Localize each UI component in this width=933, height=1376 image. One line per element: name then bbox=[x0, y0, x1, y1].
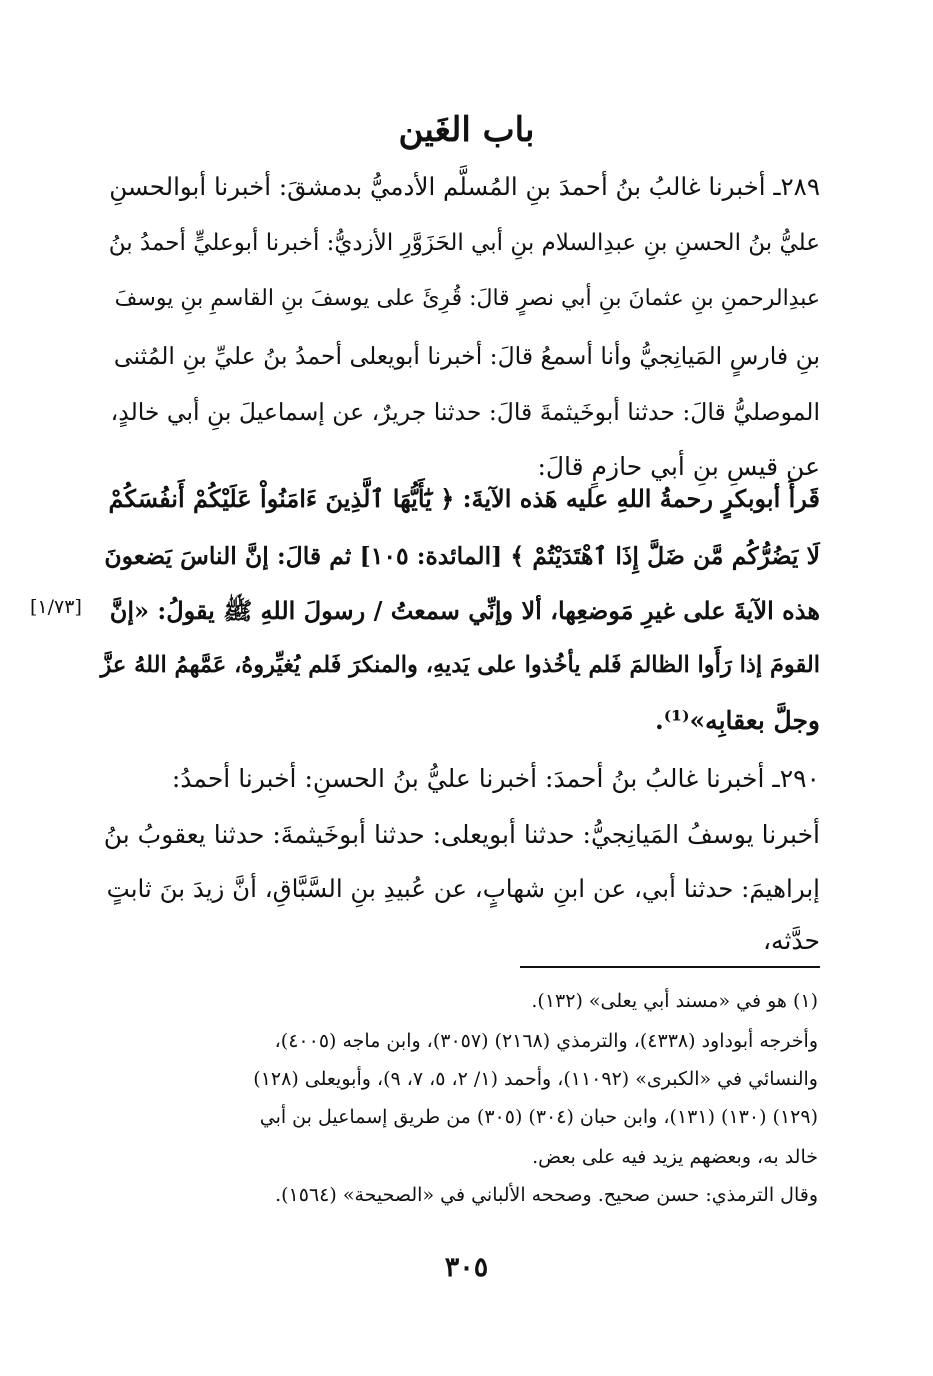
text-line: عبدِالرحمنِ بنِ عثمانَ بنِ أبي نصرٍ قالَ: قُرِئَ على يوسفَ بنِ القاسمِ بنِ يوسفَ bbox=[114, 286, 820, 311]
footnote-line: خالد به، وبعضهم يزيد فيه على بعض. bbox=[532, 1146, 818, 1168]
text-line: أخبرنا يوسفُ المَيانِجيُّ: حدثنا أبويعلى: حدثنا أبوخَيثمةَ: حدثنا يعقوبُ بنُ bbox=[103, 820, 820, 849]
page-number: ٣٠٥ bbox=[444, 1252, 489, 1283]
text-line: ٢٨٩ـ أخبرنا غالبُ بنُ أحمدَ بنِ المُسلَّم الأدميُّ بدمشقَ: أخبرنا أبوالحسنِ bbox=[109, 172, 820, 201]
text-line: حدَّثه، bbox=[762, 926, 820, 955]
footnote-line: (١٢٩) (١٣٠) (١٣١)، وابن حبان (٣٠٤) (٣٠٥) من طريق إسماعيل بن أبي bbox=[259, 1106, 818, 1128]
text-line: القومَ إذا رَأَوا الظالمَ فَلم يأخُذوا على يَديهِ، والمنكرَ فَلم يُغيِّروهُ، عَمَّهمُ اللهُ عزَّ bbox=[100, 652, 820, 678]
text-line: إبراهيمَ: حدثنا أبي، عن ابنِ شهابٍ، عن عُبيدِ بنِ السَّبَّاقِ، أنَّ زيدَ بنَ ثابتٍ bbox=[106, 874, 820, 903]
footnote-line: والنسائي في «الكبرى» (١١٠٩٢)، وأحمد (١/ ٢، ٥، ٧، ٩)، وأبويعلى (١٢٨) bbox=[253, 1068, 818, 1090]
text-line: عن قيسِ بنِ أبي حازمٍ قالَ: bbox=[537, 452, 820, 481]
manuscript-folio-reference: [١/٧٣] bbox=[30, 596, 82, 618]
footnote-line: (١) هو في «مسند أبي يعلى» (١٣٢). bbox=[531, 990, 818, 1012]
chapter-heading: باب الغَين bbox=[398, 110, 535, 150]
footnote-line: وأخرجه أبوداود (٤٣٣٨)، والترمذي (٢١٦٨) (٣٠٥٧)، وابن ماجه (٤٠٠٥)، bbox=[274, 1030, 818, 1052]
text-line: وجلَّ بعقابِه»⁽¹⁾. bbox=[655, 706, 820, 735]
text-line: بنِ فارسٍ المَيانِجيُّ وأنا أسمعُ قالَ: أخبرنا أبويعلى أحمدُ بنُ عليِّ بنِ المُثنى bbox=[113, 342, 820, 370]
text-line: هذه الآيةَ على غيرِ مَوضعِها، ألا وإنِّي سمعتُ / رسولَ اللهِ ﷺ يقولُ: «إنَّ bbox=[109, 596, 820, 625]
text-line: قَرأَ أبوبكرٍ رحمةُ اللهِ عليه هَذه الآيةَ: ﴿ يَٰٓأَيُّهَا ٱلَّذِينَ ءَامَنُواْ عَلَيْكُمْ أَنفُسَكُمْ bbox=[108, 484, 820, 513]
text-line: عليُّ بنُ الحسنِ بنِ عبدِالسلام بنِ أبي الحَزَوَّرِ الأزديُّ: أخبرنا أبوعليٍّ أحمدُ بنُ bbox=[108, 230, 820, 256]
text-line: لَا يَضُرُّكُم مَّن ضَلَّ إِذَا ٱهْتَدَيْتُمْ ﴾ [المائدة: ١٠٥] ثم قالَ: إنَّ الناسَ يَضعونَ bbox=[104, 542, 820, 570]
footnote-divider bbox=[520, 966, 820, 968]
footnote-line: وقال الترمذي: حسن صحيح. وصححه الألباني في «الصحيحة» (١٥٦٤). bbox=[275, 1184, 818, 1206]
text-line: الموصليُّ قالَ: حدثنا أبوخَيثمةَ قالَ: حدثنا جريرٌ، عن إسماعيلَ بنِ أبي خالدٍ، bbox=[110, 398, 820, 426]
text-line: ٢٩٠ـ أخبرنا غالبُ بنُ أحمدَ: أخبرنا عليُّ بنُ الحسنِ: أخبرنا أحمدُ: bbox=[171, 764, 820, 793]
